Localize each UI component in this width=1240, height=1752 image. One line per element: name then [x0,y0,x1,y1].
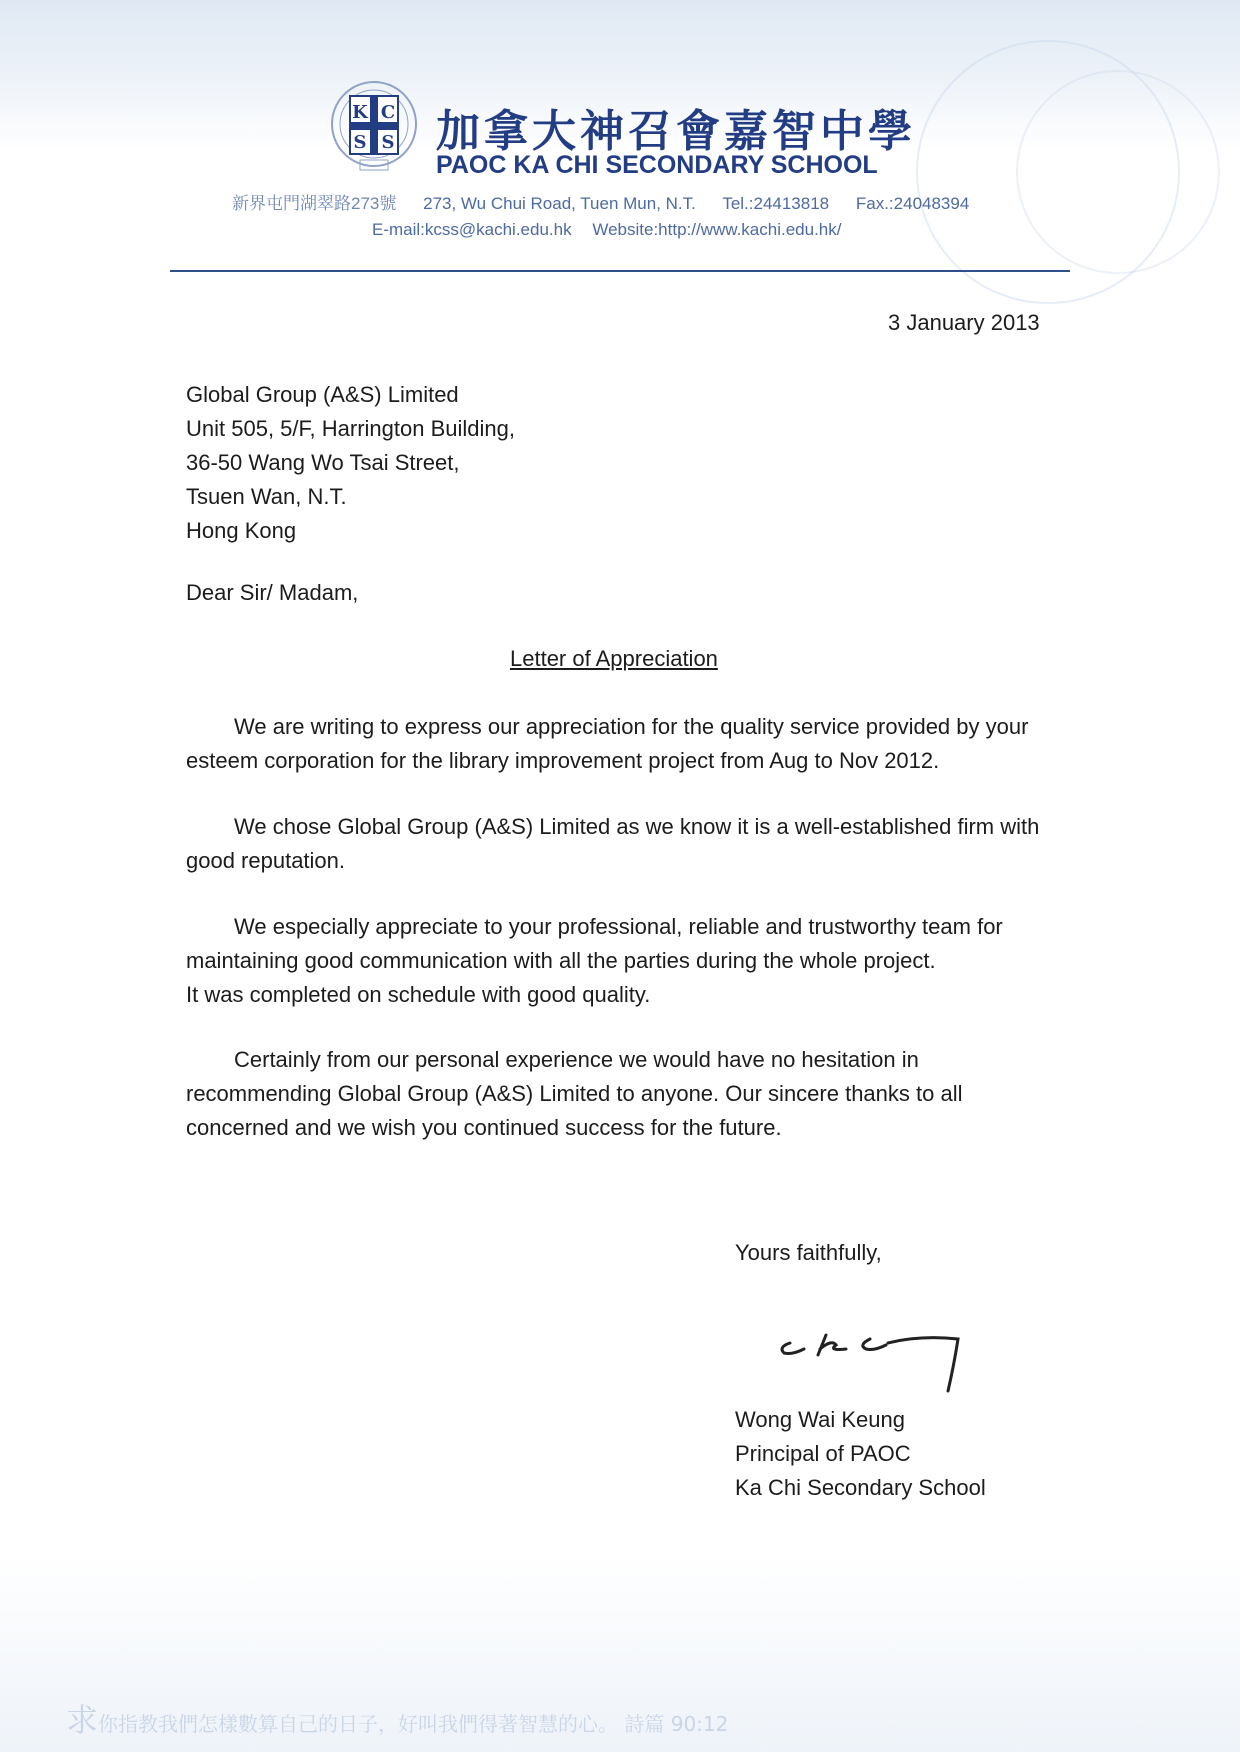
verse-reference: 詩篇 90:12 [624,1712,729,1736]
recipient-line: Hong Kong [186,518,297,543]
fax: Fax.:24048394 [855,194,970,213]
recipient-line: Global Group (A&S) Limited [186,382,459,407]
email: E-mail:kcss@kachi.edu.hk [372,220,572,239]
signer-block [735,1403,986,1505]
signer-title: Principal of PAOC [735,1441,911,1466]
body-paragraph [186,810,1066,878]
school-name-english: PAOC KA CHI SECONDARY SCHOOL [436,151,878,179]
letter-date: 3 January 2013 [888,310,1040,335]
school-logo [330,78,418,178]
address-chinese: 新界屯門湖翠路273號 [232,194,397,213]
verse-text: 你指教我們怎樣數算自己的日子，好叫我們得著智慧的心。 [98,1712,619,1736]
signer-name: Wong Wai Keung [735,1407,905,1432]
body-paragraph [186,910,1066,1012]
paragraph-text: We especially appreciate to your professional, reliable and trustworthy team for maintaining good communication with all the parties during the whole project. [186,914,1003,973]
closing: Yours faithfully, [735,1240,882,1265]
paragraph-text: We are writing to express our appreciation for the quality service provided by your esteem corporation for the library improvement project from Aug to Nov 2012. [186,714,1029,773]
letterhead-divider [170,270,1070,272]
school-address [232,189,991,214]
svg-text:S: S [353,132,367,153]
handwritten-signature [770,1305,970,1395]
svg-text:K: K [352,102,368,123]
telephone: Tel.:24413818 [722,194,830,213]
school-name-chinese: 加拿大神召會嘉智中學 [436,106,916,157]
letterhead-decoration [1016,70,1220,274]
school-contact [372,220,857,240]
paragraph-text: We chose Global Group (A&S) Limited as we know it is a well-established firm with good reputation. [186,814,1040,873]
body-paragraph [186,1043,1066,1145]
paragraph-text: It was completed on schedule with good quality. [186,982,651,1007]
svg-text:C: C [380,102,396,123]
recipient-line: 36-50 Wang Wo Tsai Street, [186,450,460,475]
signer-title: Ka Chi Secondary School [735,1475,986,1500]
paragraph-text: Certainly from our personal experience we would have no hesitation in recommending Global Group (A&S) Limited to anyone. Our sincere thanks to all concerned and we wish you continued success for the future. [186,1047,963,1140]
letter-subject: Letter of Appreciation [510,646,718,671]
website: Website:http://www.kachi.edu.hk/ [592,220,842,239]
recipient-line: Tsuen Wan, N.T. [186,484,347,509]
svg-text:S: S [381,132,395,153]
verse-initial: 求 [66,1701,99,1739]
body-paragraph [186,710,1066,778]
salutation: Dear Sir/ Madam, [186,580,359,605]
recipient-line: Unit 505, 5/F, Harrington Building, [186,416,515,441]
address-english: 273, Wu Chui Road, Tuen Mun, N.T. [423,194,696,213]
footer-verse [66,1695,728,1741]
recipient-address [186,378,515,548]
